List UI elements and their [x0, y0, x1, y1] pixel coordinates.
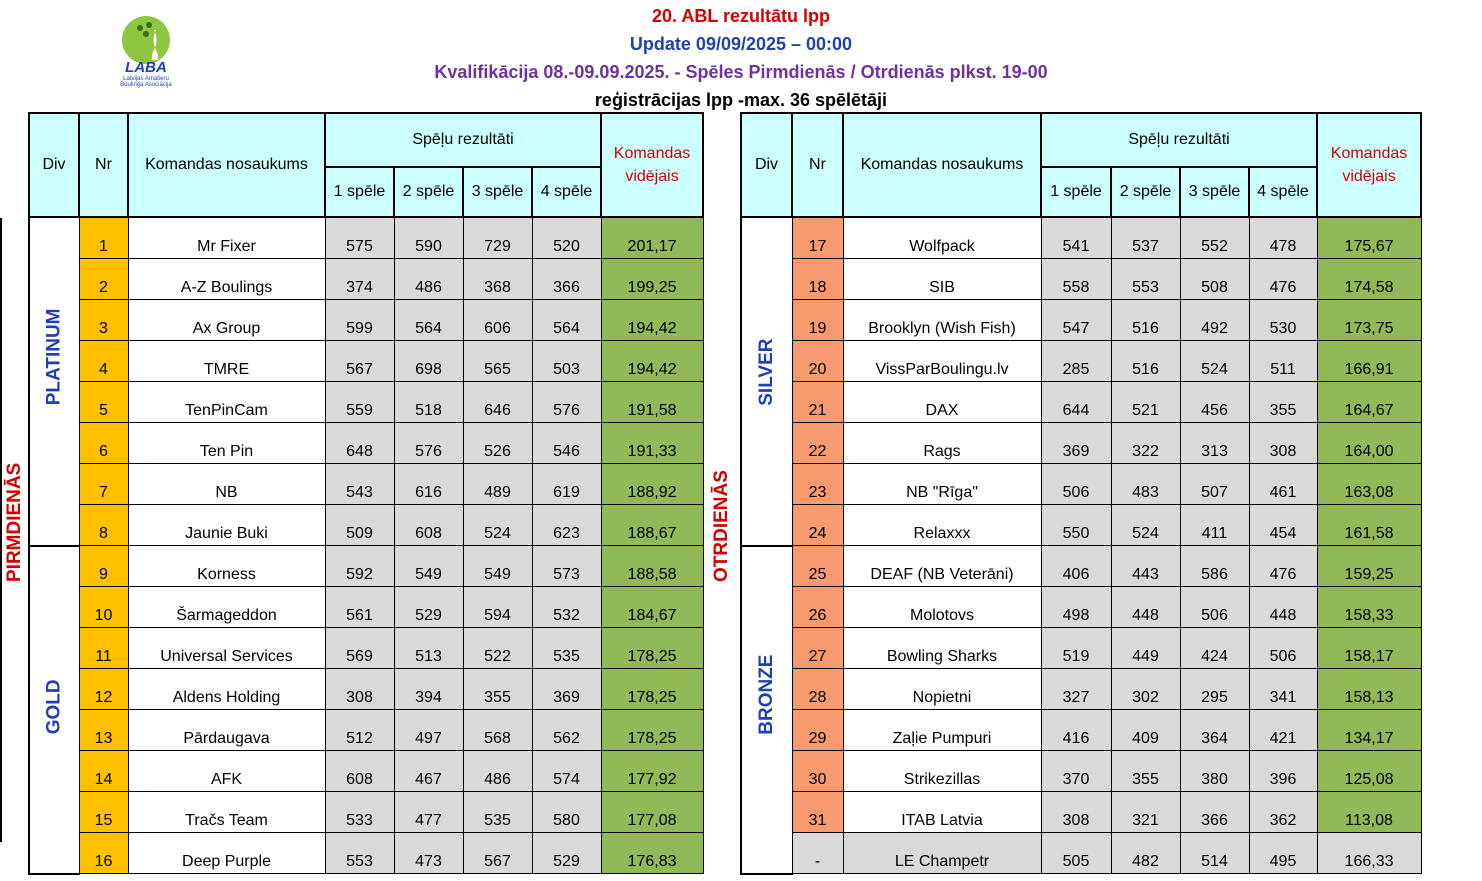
- team-average: 174,58: [1317, 259, 1421, 300]
- team-average: 194,42: [601, 300, 703, 341]
- table-row: [29, 792, 703, 833]
- game2-score: 553: [1111, 259, 1180, 300]
- table-row: [741, 628, 1421, 669]
- game4-score: 454: [1249, 505, 1317, 546]
- col-game1-header: 1 spēle: [325, 167, 394, 217]
- game2-score: 524: [1111, 505, 1180, 546]
- table-row: [29, 217, 703, 259]
- team-average: 176,83: [601, 833, 703, 874]
- team-number: 17: [792, 217, 843, 259]
- team-number: 20: [792, 341, 843, 382]
- game1-score: 644: [1041, 382, 1111, 423]
- game2-score: 321: [1111, 792, 1180, 833]
- team-number: 14: [79, 751, 128, 792]
- team-average: 158,17: [1317, 628, 1421, 669]
- team-name: Zaļie Pumpuri: [843, 710, 1041, 751]
- table-row: [741, 751, 1421, 792]
- table-row: [29, 382, 703, 423]
- team-name: Molotovs: [843, 587, 1041, 628]
- team-name: Ten Pin: [128, 423, 325, 464]
- col-avg-header: Komandas vidējais: [1317, 113, 1421, 217]
- svg-text:Latvijas Amatieru: Latvijas Amatieru: [123, 76, 169, 82]
- table-row: [741, 217, 1421, 259]
- table-row: [29, 505, 703, 546]
- table-row: [741, 833, 1421, 874]
- game3-score: 507: [1180, 464, 1249, 505]
- team-number: 27: [792, 628, 843, 669]
- game2-score: 449: [1111, 628, 1180, 669]
- team-number: 28: [792, 669, 843, 710]
- team-average: 194,42: [601, 341, 703, 382]
- col-avg-header: Komandas vidējais: [601, 113, 703, 217]
- game4-score: 503: [532, 341, 601, 382]
- team-name: Aldens Holding: [128, 669, 325, 710]
- table-row: [29, 587, 703, 628]
- team-average: 175,67: [1317, 217, 1421, 259]
- game4-score: 576: [532, 382, 601, 423]
- game1-score: 416: [1041, 710, 1111, 751]
- team-average: 134,17: [1317, 710, 1421, 751]
- game4-score: 369: [532, 669, 601, 710]
- game1-score: 370: [1041, 751, 1111, 792]
- game3-score: 486: [463, 751, 532, 792]
- game4-score: 341: [1249, 669, 1317, 710]
- game1-score: 541: [1041, 217, 1111, 259]
- game3-score: 508: [1180, 259, 1249, 300]
- team-number: 30: [792, 751, 843, 792]
- game2-score: 473: [394, 833, 463, 874]
- game4-score: 520: [532, 217, 601, 259]
- table-row: [29, 751, 703, 792]
- team-name: Korness: [128, 546, 325, 587]
- game2-score: 482: [1111, 833, 1180, 874]
- team-average: 188,58: [601, 546, 703, 587]
- team-name: AFK: [128, 751, 325, 792]
- game3-score: 524: [1180, 341, 1249, 382]
- game4-score: 535: [532, 628, 601, 669]
- col-game4-header: 4 spēle: [532, 167, 601, 217]
- team-name: Brooklyn (Wish Fish): [843, 300, 1041, 341]
- svg-text:Boulinga Asociācija: Boulinga Asociācija: [120, 82, 172, 88]
- game2-score: 448: [1111, 587, 1180, 628]
- tuesday-results-table: [740, 112, 1422, 875]
- team-average: 158,13: [1317, 669, 1421, 710]
- team-number: 23: [792, 464, 843, 505]
- division-label: SILVER: [741, 217, 792, 546]
- team-number: 11: [79, 628, 128, 669]
- team-average: 188,67: [601, 505, 703, 546]
- division-label: PLATINUM: [29, 217, 79, 546]
- day-label-monday: PIRMDIENĀS: [4, 462, 25, 582]
- team-name: DEAF (NB Veterāni): [843, 546, 1041, 587]
- game4-score: 574: [532, 751, 601, 792]
- game1-score: 285: [1041, 341, 1111, 382]
- team-name: A-Z Boulings: [128, 259, 325, 300]
- game1-score: 506: [1041, 464, 1111, 505]
- team-number: 2: [79, 259, 128, 300]
- team-average: 166,33: [1317, 833, 1421, 874]
- team-number: 24: [792, 505, 843, 546]
- game4-score: 366: [532, 259, 601, 300]
- table-row: [741, 669, 1421, 710]
- team-name: LE Champetr: [843, 833, 1041, 874]
- team-name: Šarmageddon: [128, 587, 325, 628]
- team-number: 10: [79, 587, 128, 628]
- team-number: 22: [792, 423, 843, 464]
- table-row: [29, 833, 703, 874]
- game4-score: 421: [1249, 710, 1317, 751]
- team-number: 1: [79, 217, 128, 259]
- team-name: Bowling Sharks: [843, 628, 1041, 669]
- game4-score: 478: [1249, 217, 1317, 259]
- team-average: 173,75: [1317, 300, 1421, 341]
- team-name: Mr Fixer: [128, 217, 325, 259]
- team-name: Tračs Team: [128, 792, 325, 833]
- game4-score: 506: [1249, 628, 1317, 669]
- team-name: Relaxxx: [843, 505, 1041, 546]
- game1-score: 569: [325, 628, 394, 669]
- game2-score: 616: [394, 464, 463, 505]
- game4-score: 623: [532, 505, 601, 546]
- division-label: GOLD: [29, 546, 79, 874]
- game2-score: 355: [1111, 751, 1180, 792]
- game3-score: 506: [1180, 587, 1249, 628]
- team-average: 178,25: [601, 710, 703, 751]
- table-row: [741, 464, 1421, 505]
- team-number: 16: [79, 833, 128, 874]
- game2-score: 443: [1111, 546, 1180, 587]
- team-average: 178,25: [601, 628, 703, 669]
- table-row: [741, 423, 1421, 464]
- col-game3-header: 3 spēle: [463, 167, 532, 217]
- table-row: [29, 259, 703, 300]
- game3-score: 586: [1180, 546, 1249, 587]
- team-name: SIB: [843, 259, 1041, 300]
- game1-score: 592: [325, 546, 394, 587]
- team-average: 161,58: [1317, 505, 1421, 546]
- table-row: [741, 382, 1421, 423]
- team-average: 113,08: [1317, 792, 1421, 833]
- game1-score: 599: [325, 300, 394, 341]
- team-name: Deep Purple: [128, 833, 325, 874]
- game1-score: 519: [1041, 628, 1111, 669]
- game3-score: 524: [463, 505, 532, 546]
- game2-score: 698: [394, 341, 463, 382]
- team-name: Ax Group: [128, 300, 325, 341]
- col-team-header: Komandas nosaukums: [128, 113, 325, 217]
- team-name: TMRE: [128, 341, 325, 382]
- game1-score: 498: [1041, 587, 1111, 628]
- game1-score: 308: [325, 669, 394, 710]
- game3-score: 364: [1180, 710, 1249, 751]
- team-average: 125,08: [1317, 751, 1421, 792]
- game2-score: 576: [394, 423, 463, 464]
- qualification-line: Kvalifikācija 08.-09.09.2025. - Spēles Pirmdienās / Otrdienās plkst. 19-00: [434, 62, 1048, 82]
- team-number: 25: [792, 546, 843, 587]
- team-average: 177,08: [601, 792, 703, 833]
- day-label-tuesday: OTRDIENĀS: [711, 470, 732, 582]
- game2-score: 486: [394, 259, 463, 300]
- monday-results-table: [28, 112, 704, 875]
- team-name: TenPinCam: [128, 382, 325, 423]
- game1-score: 509: [325, 505, 394, 546]
- game3-score: 565: [463, 341, 532, 382]
- col-team-header: Komandas nosaukums: [843, 113, 1041, 217]
- game3-score: 526: [463, 423, 532, 464]
- table-row: [741, 546, 1421, 587]
- game3-score: 456: [1180, 382, 1249, 423]
- division-label: BRONZE: [741, 546, 792, 874]
- game2-score: 516: [1111, 300, 1180, 341]
- table-row: [29, 341, 703, 382]
- game1-score: 575: [325, 217, 394, 259]
- game4-score: 573: [532, 546, 601, 587]
- game1-score: 561: [325, 587, 394, 628]
- game3-score: 366: [1180, 792, 1249, 833]
- game4-score: 396: [1249, 751, 1317, 792]
- team-number: 4: [79, 341, 128, 382]
- team-name: Strikezillas: [843, 751, 1041, 792]
- team-average: 177,92: [601, 751, 703, 792]
- team-number: 31: [792, 792, 843, 833]
- col-game1-header: 1 spēle: [1041, 167, 1111, 217]
- game2-score: 497: [394, 710, 463, 751]
- table-row: [29, 300, 703, 341]
- team-name: Jaunie Buki: [128, 505, 325, 546]
- game4-score: 476: [1249, 546, 1317, 587]
- game1-score: 406: [1041, 546, 1111, 587]
- game3-score: 522: [463, 628, 532, 669]
- team-number: 29: [792, 710, 843, 751]
- game3-score: 368: [463, 259, 532, 300]
- team-average: 201,17: [601, 217, 703, 259]
- game3-score: 568: [463, 710, 532, 751]
- game1-score: 505: [1041, 833, 1111, 874]
- team-number: 18: [792, 259, 843, 300]
- team-average: 191,33: [601, 423, 703, 464]
- team-name: NB: [128, 464, 325, 505]
- game4-score: 564: [532, 300, 601, 341]
- game3-score: 594: [463, 587, 532, 628]
- table-row: [29, 423, 703, 464]
- team-number: -: [792, 833, 843, 874]
- col-div-header: Div: [29, 113, 79, 217]
- team-average: 158,33: [1317, 587, 1421, 628]
- team-average: 199,25: [601, 259, 703, 300]
- game3-score: 411: [1180, 505, 1249, 546]
- game3-score: 313: [1180, 423, 1249, 464]
- game2-score: 529: [394, 587, 463, 628]
- col-game4-header: 4 spēle: [1249, 167, 1317, 217]
- team-average: 163,08: [1317, 464, 1421, 505]
- table-row: [29, 628, 703, 669]
- team-number: 6: [79, 423, 128, 464]
- team-average: 184,67: [601, 587, 703, 628]
- team-average: 164,00: [1317, 423, 1421, 464]
- game4-score: 476: [1249, 259, 1317, 300]
- game4-score: 619: [532, 464, 601, 505]
- table-row: [29, 464, 703, 505]
- game3-score: 606: [463, 300, 532, 341]
- col-game3-header: 3 spēle: [1180, 167, 1249, 217]
- game4-score: 532: [532, 587, 601, 628]
- game1-score: 550: [1041, 505, 1111, 546]
- game1-score: 559: [325, 382, 394, 423]
- team-name: Rags: [843, 423, 1041, 464]
- team-average: 191,58: [601, 382, 703, 423]
- game3-score: 489: [463, 464, 532, 505]
- team-number: 19: [792, 300, 843, 341]
- team-number: 15: [79, 792, 128, 833]
- game1-score: 547: [1041, 300, 1111, 341]
- game2-score: 394: [394, 669, 463, 710]
- table-row: [29, 546, 703, 587]
- game4-score: 461: [1249, 464, 1317, 505]
- game1-score: 553: [325, 833, 394, 874]
- team-average: 159,25: [1317, 546, 1421, 587]
- game1-score: 512: [325, 710, 394, 751]
- game1-score: 648: [325, 423, 394, 464]
- table-row: [741, 792, 1421, 833]
- game2-score: 518: [394, 382, 463, 423]
- team-name: Wolfpack: [843, 217, 1041, 259]
- team-number: 12: [79, 669, 128, 710]
- table-row: [741, 341, 1421, 382]
- game1-score: 608: [325, 751, 394, 792]
- registration-line: reģistrācijas lpp -max. 36 spēlētāji: [594, 90, 888, 110]
- team-name: VissParBoulingu.lv: [843, 341, 1041, 382]
- game2-score: 590: [394, 217, 463, 259]
- game4-score: 546: [532, 423, 601, 464]
- team-name: Pārdaugava: [128, 710, 325, 751]
- game1-score: 543: [325, 464, 394, 505]
- game4-score: 580: [532, 792, 601, 833]
- game2-score: 409: [1111, 710, 1180, 751]
- col-nr-header: Nr: [792, 113, 843, 217]
- logo-text: LABA: [125, 59, 167, 76]
- game2-score: 477: [394, 792, 463, 833]
- game3-score: 514: [1180, 833, 1249, 874]
- game3-score: 646: [463, 382, 532, 423]
- game2-score: 483: [1111, 464, 1180, 505]
- col-div-header: Div: [741, 113, 792, 217]
- table-row: [741, 259, 1421, 300]
- col-nr-header: Nr: [79, 113, 128, 217]
- game2-score: 322: [1111, 423, 1180, 464]
- team-average: 178,25: [601, 669, 703, 710]
- game3-score: 424: [1180, 628, 1249, 669]
- laba-logo: [110, 14, 182, 88]
- team-average: 188,92: [601, 464, 703, 505]
- team-name: DAX: [843, 382, 1041, 423]
- table-row: [741, 300, 1421, 341]
- col-results-header: Spēļu rezultāti: [1041, 113, 1317, 167]
- game2-score: 608: [394, 505, 463, 546]
- table-row: [741, 710, 1421, 751]
- game1-score: 558: [1041, 259, 1111, 300]
- team-number: 9: [79, 546, 128, 587]
- team-average: 166,91: [1317, 341, 1421, 382]
- update-line: Update 09/09/2025 – 00:00: [629, 34, 853, 54]
- game4-score: 355: [1249, 382, 1317, 423]
- game1-score: 374: [325, 259, 394, 300]
- game4-score: 529: [532, 833, 601, 874]
- game3-score: 355: [463, 669, 532, 710]
- game4-score: 511: [1249, 341, 1317, 382]
- team-number: 21: [792, 382, 843, 423]
- game4-score: 562: [532, 710, 601, 751]
- game3-score: 549: [463, 546, 532, 587]
- page-title: 20. ABL rezultātu lpp: [651, 6, 831, 26]
- team-average: 164,67: [1317, 382, 1421, 423]
- team-name: Nopietni: [843, 669, 1041, 710]
- game1-score: 533: [325, 792, 394, 833]
- game2-score: 467: [394, 751, 463, 792]
- game3-score: 295: [1180, 669, 1249, 710]
- game3-score: 729: [463, 217, 532, 259]
- game3-score: 535: [463, 792, 532, 833]
- game3-score: 380: [1180, 751, 1249, 792]
- game2-score: 537: [1111, 217, 1180, 259]
- table-row: [29, 669, 703, 710]
- game2-score: 549: [394, 546, 463, 587]
- game4-score: 308: [1249, 423, 1317, 464]
- game3-score: 492: [1180, 300, 1249, 341]
- game2-score: 513: [394, 628, 463, 669]
- col-game2-header: 2 spēle: [1111, 167, 1180, 217]
- team-number: 5: [79, 382, 128, 423]
- game4-score: 530: [1249, 300, 1317, 341]
- col-game2-header: 2 spēle: [394, 167, 463, 217]
- game3-score: 552: [1180, 217, 1249, 259]
- game2-score: 521: [1111, 382, 1180, 423]
- game4-score: 362: [1249, 792, 1317, 833]
- game1-score: 308: [1041, 792, 1111, 833]
- team-number: 7: [79, 464, 128, 505]
- game2-score: 564: [394, 300, 463, 341]
- game3-score: 567: [463, 833, 532, 874]
- game1-score: 369: [1041, 423, 1111, 464]
- team-number: 13: [79, 710, 128, 751]
- team-name: Universal Services: [128, 628, 325, 669]
- game4-score: 448: [1249, 587, 1317, 628]
- table-row: [29, 710, 703, 751]
- col-results-header: Spēļu rezultāti: [325, 113, 601, 167]
- game1-score: 567: [325, 341, 394, 382]
- table-row: [741, 587, 1421, 628]
- team-name: NB "Rīga": [843, 464, 1041, 505]
- team-number: 8: [79, 505, 128, 546]
- game1-score: 327: [1041, 669, 1111, 710]
- team-number: 26: [792, 587, 843, 628]
- team-name: ITAB Latvia: [843, 792, 1041, 833]
- table-row: [741, 505, 1421, 546]
- game2-score: 302: [1111, 669, 1180, 710]
- game2-score: 516: [1111, 341, 1180, 382]
- game4-score: 495: [1249, 833, 1317, 874]
- team-number: 3: [79, 300, 128, 341]
